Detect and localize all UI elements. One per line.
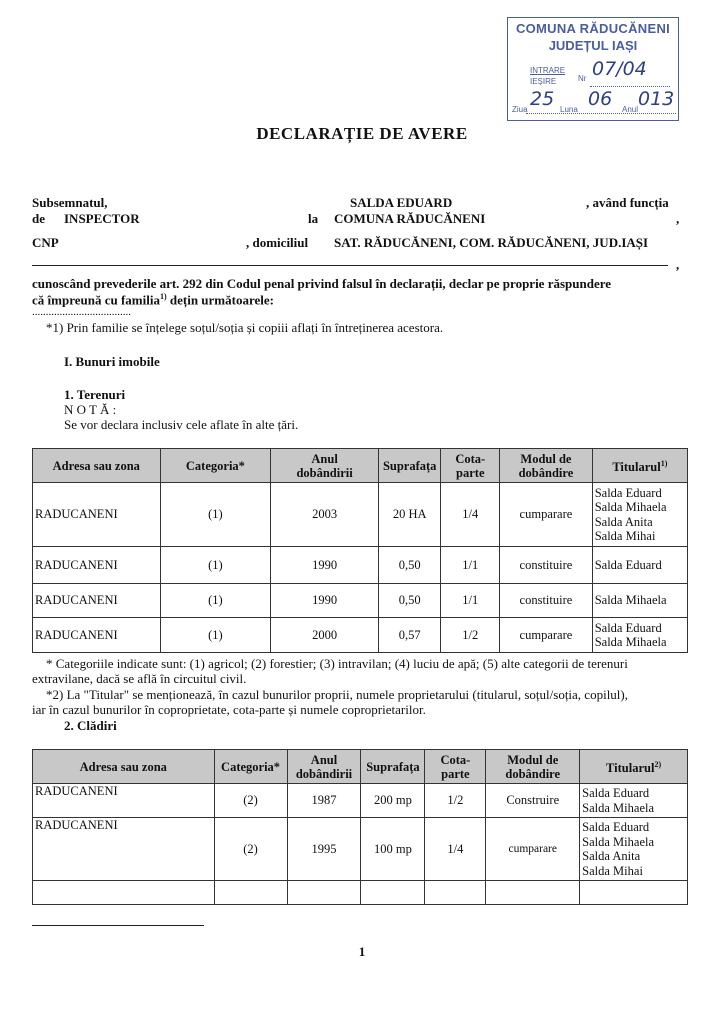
titular: Salda Eduard (582, 820, 650, 834)
declarant-name: SALDA EDUARD (350, 195, 453, 210)
cell-anul: 2000 (271, 618, 379, 653)
titular: Salda Mihaela (594, 593, 667, 608)
subsemnatul-label: Subsemnatul, (32, 195, 108, 210)
th-titularul-text: Titularul (606, 761, 655, 776)
note-titular-1: *2) La "Titular" se menționează, în cazul bunurilor proprii, numele proprietarului (titularul, soțul/soția, copilul), (46, 687, 628, 702)
registration-stamp (507, 17, 679, 121)
table-row (33, 584, 688, 618)
cell-modul: constituire (500, 584, 593, 618)
cell-suprafata: 100 mp (361, 818, 425, 881)
cell-cota: 1/2 (425, 784, 486, 818)
table-row (33, 818, 688, 881)
th-suprafata: Suprafața (378, 449, 440, 483)
th-cota-1: Cota- (440, 752, 471, 767)
cell-categoria: (1) (160, 584, 271, 618)
stamp-nr-line (590, 86, 670, 87)
cell-anul: 1987 (287, 784, 361, 818)
intro-line2-sup: 1) (159, 292, 167, 301)
table-row (33, 784, 688, 818)
titular: Salda Mihaela (594, 500, 667, 514)
cell-empty (214, 881, 287, 905)
cell-suprafata: 0,50 (378, 584, 440, 618)
footnote-separator (32, 925, 204, 926)
cell-categoria: (2) (214, 818, 287, 881)
cell-modul: Construire (486, 784, 580, 818)
cell-adresa: RADUCANENI (33, 618, 161, 653)
note-categorii-2: extravilane, dacă se află în circuitul civil. (32, 671, 247, 686)
cell-anul: 2003 (271, 483, 379, 547)
la-label: la (308, 211, 319, 226)
stamp-ziua-value: 25 (530, 88, 555, 110)
th-anul (287, 750, 361, 784)
stamp-date-line (526, 113, 676, 114)
nota-text: Se vor declara inclusiv cele aflate în alte țări. (64, 417, 299, 432)
titular: Salda Eduard (582, 786, 650, 800)
address-underline (32, 265, 668, 266)
cell-anul: 1990 (271, 584, 379, 618)
th-suprafata: Suprafața (361, 750, 425, 784)
th-titularul (592, 449, 687, 483)
th-modul (486, 750, 580, 784)
cell-categoria: (2) (214, 784, 287, 818)
th-cota (425, 750, 486, 784)
table-row-empty (33, 881, 688, 905)
cell-categoria: (1) (160, 483, 271, 547)
stamp-anul-label: Anul (622, 105, 639, 114)
th-modul-1: Modul de (507, 752, 559, 767)
th-modul-2: dobândire (518, 465, 574, 480)
document-title: DECLARAȚIE DE AVERE (256, 124, 468, 143)
cell-empty (361, 881, 425, 905)
cell-anul: 1990 (271, 547, 379, 584)
stamp-line2: JUDEȚUL IAȘI (548, 38, 638, 53)
th-anul-1: Anul (310, 752, 338, 767)
nota-label: N O T Ă : (64, 402, 117, 417)
th-categoria: Categoria* (214, 750, 287, 784)
titular: Salda Mihaela (582, 834, 655, 849)
th-cota (441, 449, 500, 483)
page-number: 1 (358, 944, 366, 959)
cnp-label: CNP (32, 235, 59, 250)
intro-line2-pre: că împreună cu familia (32, 292, 160, 308)
th-titularul (580, 750, 688, 784)
th-categoria: Categoria* (160, 449, 271, 483)
cell-empty (287, 881, 361, 905)
intro-line1: cunoscând prevederile art. 292 din Codul penal privind falsul în declarații, declar pe proprie răspundere (32, 276, 612, 291)
cell-suprafata: 20 HA (378, 483, 440, 547)
domiciliul-label: , domiciliul (246, 235, 309, 250)
cell-adresa: RADUCANENI (33, 547, 161, 584)
footnote-1: *1) Prin familie se înțelege soțul/soția și copiii aflați în întreținerea acestora. (46, 320, 444, 335)
stamp-luna-label: Luna (560, 105, 578, 114)
titular: Salda Eduard (594, 557, 662, 572)
cell-suprafata: 0,57 (378, 618, 440, 653)
titular: Salda Eduard (594, 620, 662, 635)
stamp-ziua-label: Ziua (512, 105, 528, 114)
th-anul-2: dobândirii (295, 766, 353, 781)
cell-cota: 1/2 (441, 618, 500, 653)
th-adresa: Adresa sau zona (33, 449, 161, 483)
cell-empty (486, 881, 580, 905)
th-anul (271, 449, 379, 483)
institution-value: COMUNA RĂDUCĂNENI (334, 211, 486, 226)
note-titular-2: iar în cazul bunurilor în coproprietate, cota-parte și numele coproprietarilor. (32, 702, 426, 717)
stamp-nr-label: Nr (578, 74, 587, 83)
cell-cota: 1/4 (441, 483, 500, 547)
stamp-iesire: IEȘIRE (530, 77, 557, 86)
stamp-intrare: INTRARE (530, 66, 566, 75)
cell-categoria: (1) (160, 618, 271, 653)
cell-titulari (592, 483, 687, 547)
cell-titulari (592, 618, 687, 653)
cell-anul: 1995 (287, 818, 361, 881)
titular: Salda Mihai (594, 529, 656, 543)
th-modul (500, 449, 593, 483)
cell-empty (33, 881, 215, 905)
subsection-cladiri: 2. Clădiri (64, 718, 117, 733)
cell-modul: constituire (500, 547, 593, 584)
titular: Salda Mihaela (582, 800, 655, 815)
comma-1: , (676, 211, 680, 226)
cell-titulari (592, 584, 687, 618)
terenuri-header-row (33, 449, 688, 483)
stamp-nr-value: 07/04 (592, 58, 647, 80)
titular: Salda Eduard (594, 485, 662, 500)
cell-empty (580, 881, 688, 905)
cladiri-table (32, 749, 688, 905)
dotted-separator: .................................... (32, 306, 131, 318)
th-cota-2: parte (456, 465, 485, 480)
cladiri-header-row (33, 750, 688, 784)
th-cota-2: parte (441, 766, 470, 781)
th-titularul-sup: 2) (654, 759, 662, 769)
titular: Salda Mihaela (594, 635, 667, 649)
cell-suprafata: 200 mp (361, 784, 425, 818)
stamp-luna-value: 06 (588, 88, 613, 110)
th-modul-1: Modul de (520, 451, 572, 466)
function-value: INSPECTOR (64, 211, 140, 226)
cell-modul: cumparare (500, 618, 593, 653)
titular: Salda Anita (582, 849, 641, 863)
cell-cota: 1/4 (425, 818, 486, 881)
th-cota-1: Cota- (455, 451, 486, 466)
cell-adresa: RADUCANENI (33, 483, 161, 547)
th-titularul-sup: 1) (660, 458, 668, 468)
cell-categoria: (1) (160, 547, 271, 584)
cell-cota: 1/1 (441, 584, 500, 618)
comma-2: , (676, 257, 680, 272)
cell-modul: cumparare (486, 818, 580, 881)
section-bunuri-imobile: I. Bunuri imobile (64, 354, 160, 369)
cell-titulari (580, 784, 688, 818)
address-value: SAT. RĂDUCĂNENI, COM. RĂDUCĂNENI, JUD.IAȘI (334, 235, 649, 250)
th-titularul-text: Titularul (612, 460, 661, 475)
table-row (33, 618, 688, 653)
avand-functia-label: , având funcția (586, 195, 669, 210)
th-adresa: Adresa sau zona (33, 750, 215, 784)
intro-line2-post: dețin următoarele: (166, 292, 274, 308)
note-categorii-1: * Categoriile indicate sunt: (1) agricol; (2) forestier; (3) intravilan; (4) luciu de apă; (5) alte categorii de terenuri (46, 656, 628, 671)
cell-empty (425, 881, 486, 905)
table-row (33, 483, 688, 547)
cell-titulari (592, 547, 687, 584)
stamp-line1: COMUNA RĂDUCĂNENI (515, 21, 671, 36)
subsection-terenuri: 1. Terenuri (64, 387, 126, 402)
th-modul-2: dobândire (505, 766, 561, 781)
cell-adresa: RADUCANENI (33, 818, 215, 881)
titular: Salda Anita (594, 514, 653, 529)
cell-cota: 1/1 (441, 547, 500, 584)
cell-suprafata: 0,50 (378, 547, 440, 584)
de-label: de (32, 211, 45, 226)
th-anul-1: Anul (311, 451, 338, 466)
table-row (33, 547, 688, 584)
cell-modul: cumparare (500, 483, 593, 547)
terenuri-table (32, 448, 688, 653)
cell-adresa: RADUCANENI (33, 584, 161, 618)
stamp-anul-value: 013 (638, 88, 675, 110)
titular: Salda Mihai (582, 863, 643, 878)
cell-adresa: RADUCANENI (33, 784, 215, 818)
cell-titulari (580, 818, 688, 881)
th-anul-2: dobândirii (296, 465, 353, 480)
